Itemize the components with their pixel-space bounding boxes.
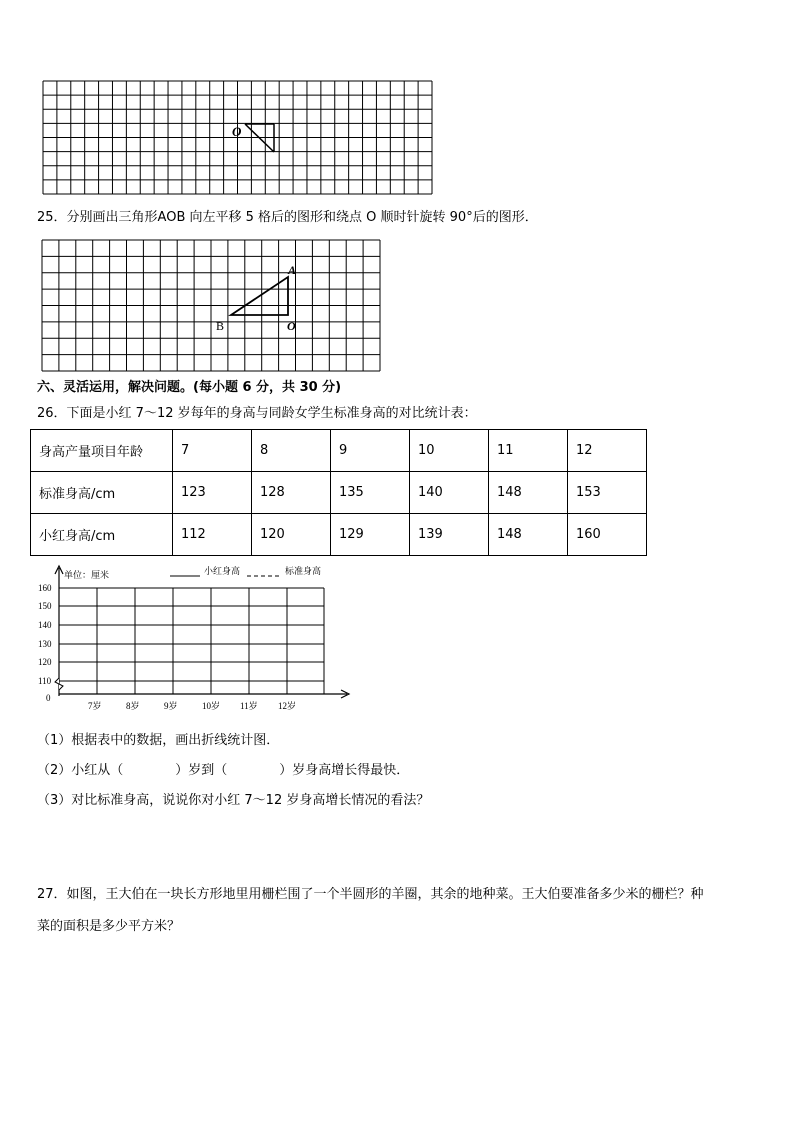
grid-q25-lines xyxy=(42,240,380,371)
table-cell: 139 xyxy=(410,514,489,556)
table-row xyxy=(31,514,647,556)
y-tick-label: 130 xyxy=(38,639,52,649)
y-tick-label: 140 xyxy=(38,620,52,630)
table-cell: 标准身高/cm xyxy=(31,472,173,514)
chart-axis-break xyxy=(55,678,63,690)
blank-line-chart xyxy=(0,560,794,720)
table-cell: 148 xyxy=(489,514,568,556)
label-a: A xyxy=(288,263,297,277)
table-cell: 112 xyxy=(173,514,252,556)
chart-x-tick-labels xyxy=(88,700,296,711)
table-cell: 12 xyxy=(568,430,647,472)
grid-top-label-o: O xyxy=(232,124,242,139)
q25-text: 25．分别画出三角形AOB 向左平移 5 格后的图形和绕点 O 顺时针旋转 90°后的图形． xyxy=(37,210,538,225)
q26-text: 26．下面是小红 7～12 岁每年的身高与同龄女学生标准身高的对比统计表： xyxy=(37,406,477,421)
y-tick-label: 120 xyxy=(38,657,52,667)
label-b: B xyxy=(216,319,225,333)
table-cell: 8 xyxy=(252,430,331,472)
table-cell: 135 xyxy=(331,472,410,514)
table-cell: 10 xyxy=(410,430,489,472)
chart-y-tick-labels xyxy=(38,583,52,703)
table-cell: 160 xyxy=(568,514,647,556)
y-tick-label: 160 xyxy=(38,583,52,593)
legend-solid-label: 小红身高 xyxy=(204,566,241,576)
height-table xyxy=(30,429,647,556)
table-cell: 11 xyxy=(489,430,568,472)
y-tick-label: 0 xyxy=(46,693,51,703)
q27-line1: 27．如图，王大伯在一块长方形地里用栅栏围了一个半圆形的羊圈，其余的地种菜。王大伯要准备多少米的栅栏？种 xyxy=(37,887,704,902)
q26-sub2-part1: （2）小红从（ xyxy=(37,763,124,778)
table-cell: 身高产量项目年龄 xyxy=(31,430,173,472)
q26-sub1: （1）根据表中的数据，画出折线统计图． xyxy=(37,733,280,748)
x-tick-label: 7岁 xyxy=(88,701,102,711)
table-cell: 120 xyxy=(252,514,331,556)
legend-dashed-label: 标准身高 xyxy=(285,566,322,576)
section6-heading: 六、灵活运用，解决问题。(每小题 6 分，共 30 分) xyxy=(37,380,342,395)
table-header-row xyxy=(31,430,647,472)
table-cell: 128 xyxy=(252,472,331,514)
grid-q25 xyxy=(0,232,794,377)
table-cell: 148 xyxy=(489,472,568,514)
table-cell: 9 xyxy=(331,430,410,472)
x-tick-label: 9岁 xyxy=(164,701,178,711)
table-cell: 129 xyxy=(331,514,410,556)
table-cell: 小红身高/cm xyxy=(31,514,173,556)
table-cell: 7 xyxy=(173,430,252,472)
table-cell: 153 xyxy=(568,472,647,514)
q26-sub2 xyxy=(37,763,409,779)
q26-sub3: （3）对比标准身高，说说你对小红 7～12 岁身高增长情况的看法？ xyxy=(37,793,430,808)
x-tick-label: 8岁 xyxy=(126,701,140,711)
chart-unit-label: 单位：厘米 xyxy=(64,570,110,580)
q27-line2: 菜的面积是多少平方米？ xyxy=(37,919,181,934)
label-o: O xyxy=(287,319,296,333)
grid-top xyxy=(0,0,794,210)
triangle-aob xyxy=(231,277,288,315)
table-row xyxy=(31,472,647,514)
x-tick-label: 10岁 xyxy=(202,701,221,711)
y-tick-label: 150 xyxy=(38,601,52,611)
x-tick-label: 12岁 xyxy=(278,701,297,711)
q26-sub2-part2: ）岁到（ xyxy=(175,763,228,778)
x-tick-label: 11岁 xyxy=(240,701,258,711)
table-cell: 140 xyxy=(410,472,489,514)
y-tick-label: 110 xyxy=(38,676,52,686)
table-cell: 123 xyxy=(173,472,252,514)
q26-sub2-part3: ）岁身高增长得最快． xyxy=(279,763,410,778)
chart-grid xyxy=(59,588,324,694)
